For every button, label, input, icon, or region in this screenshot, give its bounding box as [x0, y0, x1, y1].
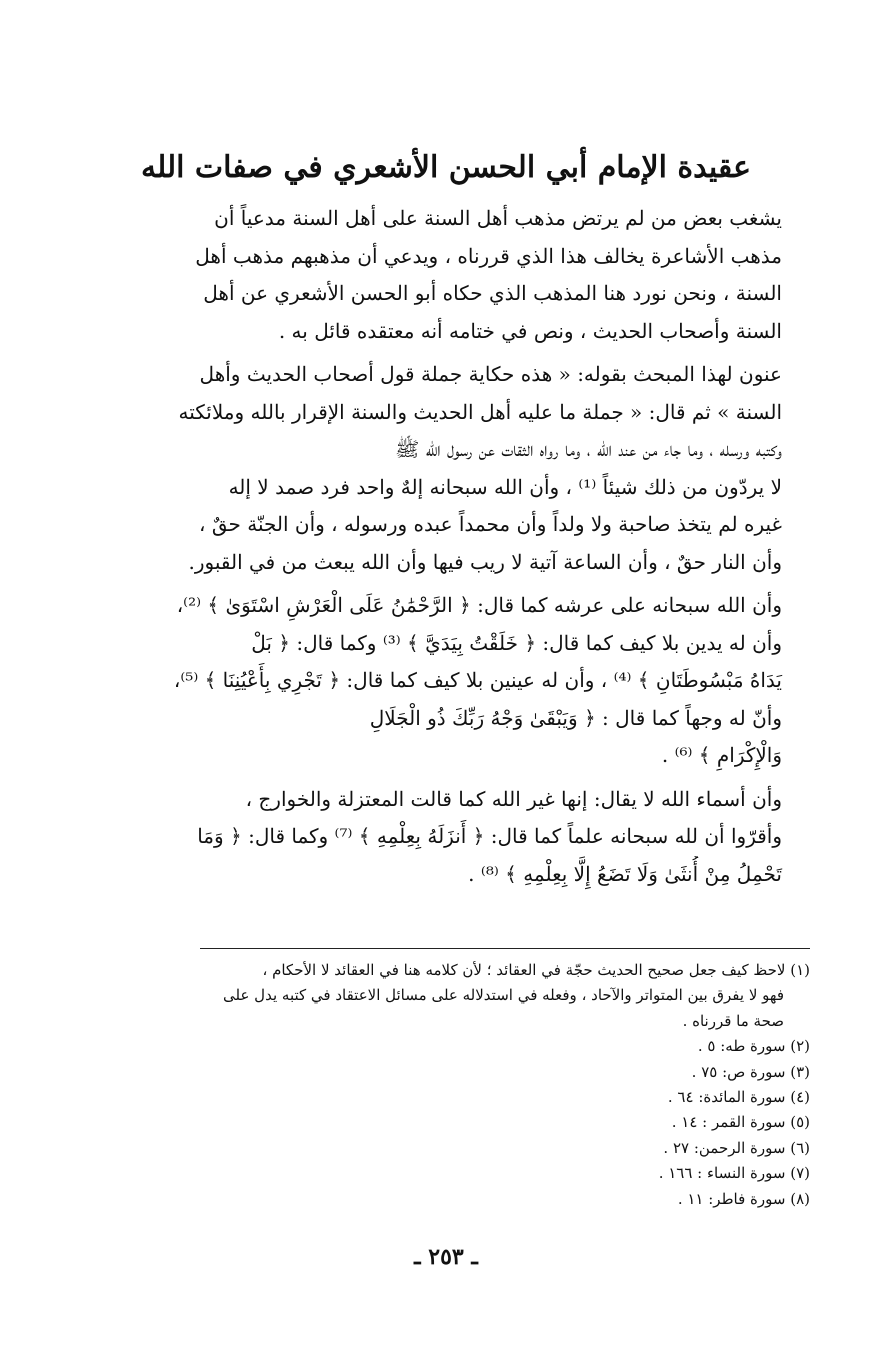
text-line: السنة وأصحاب الحديث ، ونص في ختامه أنه معتقده قائل به .: [278, 318, 782, 343]
text-line: وأن أسماء الله لا يقال: إنها غير الله كما قالت المعتزلة والخوارج ،: [245, 786, 782, 811]
main-text: [84, 200, 810, 899]
text-line: السنة » ثم قال: « جملة ما عليه أهل الحديث والسنة الإقرار بالله وملائكته: [178, 399, 782, 424]
footnotes: [84, 958, 810, 1212]
text-line: لا يردّون من ذلك شيئاً ⁽¹⁾ ، وأن الله سبحانه إلهٌ واحد فرد صمد لا إله: [228, 474, 782, 499]
text-line: وأن النار حقٌ ، وأن الساعة آتية لا ريب فيها وأن الله يبعث من في القبور.: [188, 549, 782, 574]
footnote-7: (٧) سورة النساء : ١٦٦ .: [658, 1164, 810, 1183]
footnote-5: (٥) سورة القمر : ١٤ .: [671, 1113, 810, 1132]
footnote-1: (١) لاحظ كيف جعل صحيح الحديث حجّة في العقائد ؛ لأن كلامه هنا في العقائد لا الأحكام ،: [262, 961, 810, 979]
text-line: وأنّ له وجهاً كما قال : ﴿ وَيَبْقَىٰ وَجْهُ رَبِّكَ ذُو الْجَلَالِ: [369, 705, 782, 730]
text-line: وأن له يدين بلا كيف كما قال: ﴿ خَلَقْتُ بِيَدَيَّ ﴾ ⁽³⁾ وكما قال: ﴿ بَلْ: [251, 630, 782, 655]
text-line: وكتبه ورسله ، وما جاء من عند الله ، وما رواه الثقات عن رسول الله ﷺ: [395, 437, 782, 461]
chapter-title: عقيدة الإمام أبي الحسن الأشعري في صفات الله: [140, 150, 752, 185]
footnote-6: (٦) سورة الرحمن: ٢٧ .: [663, 1138, 810, 1157]
text-line: وأن الله سبحانه على عرشه كما قال: ﴿ الرَّحْمَٰنُ عَلَى الْعَرْشِ اسْتَوَىٰ ﴾ ⁽²⁾،: [176, 593, 782, 617]
paragraph: [84, 587, 810, 775]
paragraph: [84, 200, 810, 350]
paragraph: [84, 781, 810, 894]
text-line: عنون لهذا المبحث بقوله: « هذه حكاية جملة قول أصحاب الحديث وأهل: [199, 362, 782, 386]
text-line: مذهب الأشاعرة يخالف هذا الذي قررناه ، ويدعي أن مذهبهم مذهب أهل: [195, 243, 782, 268]
footnote-1-continuation: صحة ما قررناه .: [682, 1011, 784, 1030]
footnote-2: (٢) سورة طه: ٥ .: [697, 1037, 810, 1056]
text-line: يَدَاهُ مَبْسُوطَتَانِ ﴾ ⁽⁴⁾ ، وأن له عينين بلا كيف كما قال: ﴿ تَجْرِي بِأَعْيُنِنَا ﴾ ⁽⁵⁾،: [173, 668, 782, 692]
text-line: السنة ، ونحن نورد هنا المذهب الذي حكاه أبو الحسن الأشعري عن أهل: [203, 281, 782, 305]
text-line: تَحْمِلُ مِنْ أُنثَىٰ وَلَا تَضَعُ إِلَّا بِعِلْمِهِ ﴾ ⁽⁸⁾ .: [468, 861, 782, 886]
text-line: يشغب بعض من لم يرتض مذهب أهل السنة على أهل السنة مدعياً أن: [214, 206, 782, 230]
footnote-8: (٨) سورة فاطر: ١١ .: [677, 1189, 810, 1208]
text-line: وَالْإِكْرَامِ ﴾ ⁽⁶⁾ .: [661, 743, 782, 767]
footnote-divider: [200, 948, 810, 949]
footnote-1-continuation: فهو لا يفرق بين المتواتر والآحاد ، وفعله في استدلاله على مسائل الاعتقاد في كتبه يدل على: [223, 986, 784, 1005]
paragraph: [84, 356, 810, 581]
footnote-4: (٤) سورة المائدة: ٦٤ .: [667, 1088, 810, 1107]
page-number: ـ ٢٥٣ ـ: [414, 1244, 478, 1270]
footnote-3: (٣) سورة ص: ٧٥ .: [691, 1062, 810, 1081]
text-line: وأقرّوا أن لله سبحانه علماً كما قال: ﴿ أَنزَلَهُ بِعِلْمِهِ ﴾ ⁽⁷⁾ وكما قال: ﴿ وَمَا: [197, 824, 782, 848]
text-line: غيره لم يتخذ صاحبة ولا ولداً وأن محمداً عبده ورسوله ، وأن الجنّة حقٌ ،: [199, 512, 782, 536]
